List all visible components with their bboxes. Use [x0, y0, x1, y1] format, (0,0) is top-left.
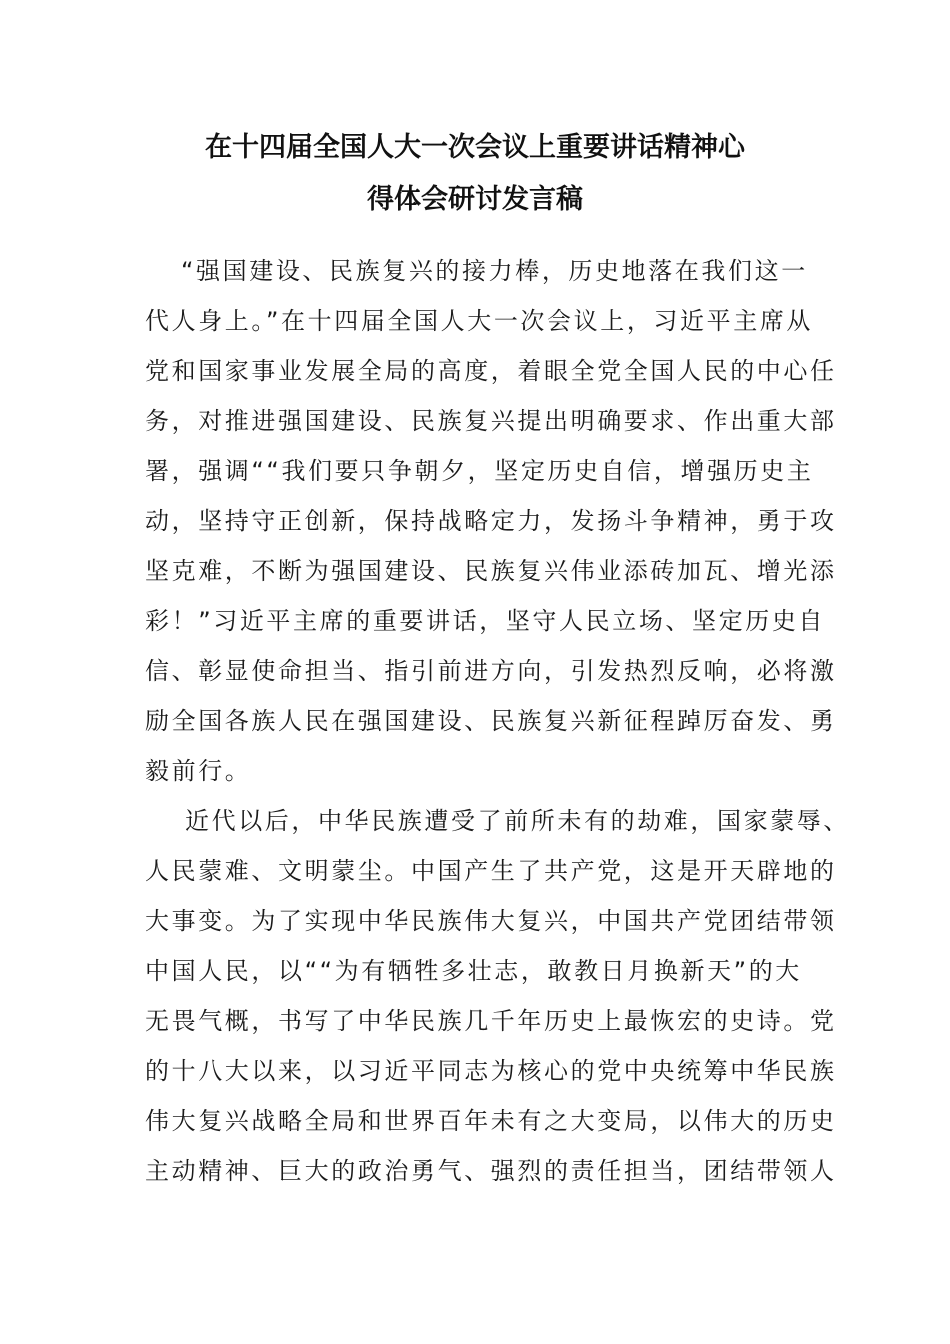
paragraph-1-line: 动，坚持守正创新，保持战略定力，发扬斗争精神，勇于攻	[145, 507, 837, 535]
document-title-line-2: 得体会研讨发言稿	[367, 184, 583, 215]
paragraph-1-line: 代人身上。”在十四届全国人大一次会议上，习近平主席从	[145, 307, 814, 335]
paragraph-1-line: 党和国家事业发展全局的高度，着眼全党全国人民的中心任	[145, 357, 837, 385]
paragraph-2-line: 大事变。为了实现中华民族伟大复兴，中国共产党团结带领	[145, 907, 837, 935]
paragraph-1-line: 坚克难，不断为强国建设、民族复兴伟业添砖加瓦、增光添	[145, 557, 837, 585]
document-title-line-1: 在十四届全国人大一次会议上重要讲话精神心	[205, 132, 745, 163]
paragraph-1-line: 励全国各族人民在强国建设、民族复兴新征程踔厉奋发、勇	[145, 707, 837, 735]
paragraph-1-line: 彩！”习近平主席的重要讲话，坚守人民立场、坚定历史自	[145, 607, 826, 635]
paragraph-2-line: 近代以后，中华民族遭受了前所未有的劫难，国家蒙辱、	[185, 807, 850, 835]
paragraph-1-line: 毅前行。	[145, 757, 252, 785]
paragraph-1-line: 务，对推进强国建设、民族复兴提出明确要求、作出重大部	[145, 407, 837, 435]
paragraph-2-line: 伟大复兴战略全局和世界百年未有之大变局，以伟大的历史	[145, 1107, 837, 1135]
paragraph-2-line: 人民蒙难、文明蒙尘。中国产生了共产党，这是开天辟地的	[145, 857, 837, 885]
paragraph-2-line: 中国人民，以““为有牺牲多壮志，敢教日月换新天”的大	[145, 957, 802, 985]
paragraph-2-line: 主动精神、巨大的政治勇气、强烈的责任担当，团结带领人	[145, 1157, 837, 1185]
paragraph-2-line: 的十八大以来，以习近平同志为核心的党中央统筹中华民族	[145, 1057, 837, 1085]
paragraph-1-line: 信、彰显使命担当、指引前进方向，引发热烈反响，必将激	[145, 657, 837, 685]
paragraph-1-line: 署，强调““我们要只争朝夕，坚定历史自信，增强历史主	[145, 457, 814, 485]
paragraph-2-line: 无畏气概，书写了中华民族几千年历史上最恢宏的史诗。党	[145, 1007, 837, 1035]
paragraph-1-line: “强国建设、民族复兴的接力棒，历史地落在我们这一	[181, 257, 808, 285]
